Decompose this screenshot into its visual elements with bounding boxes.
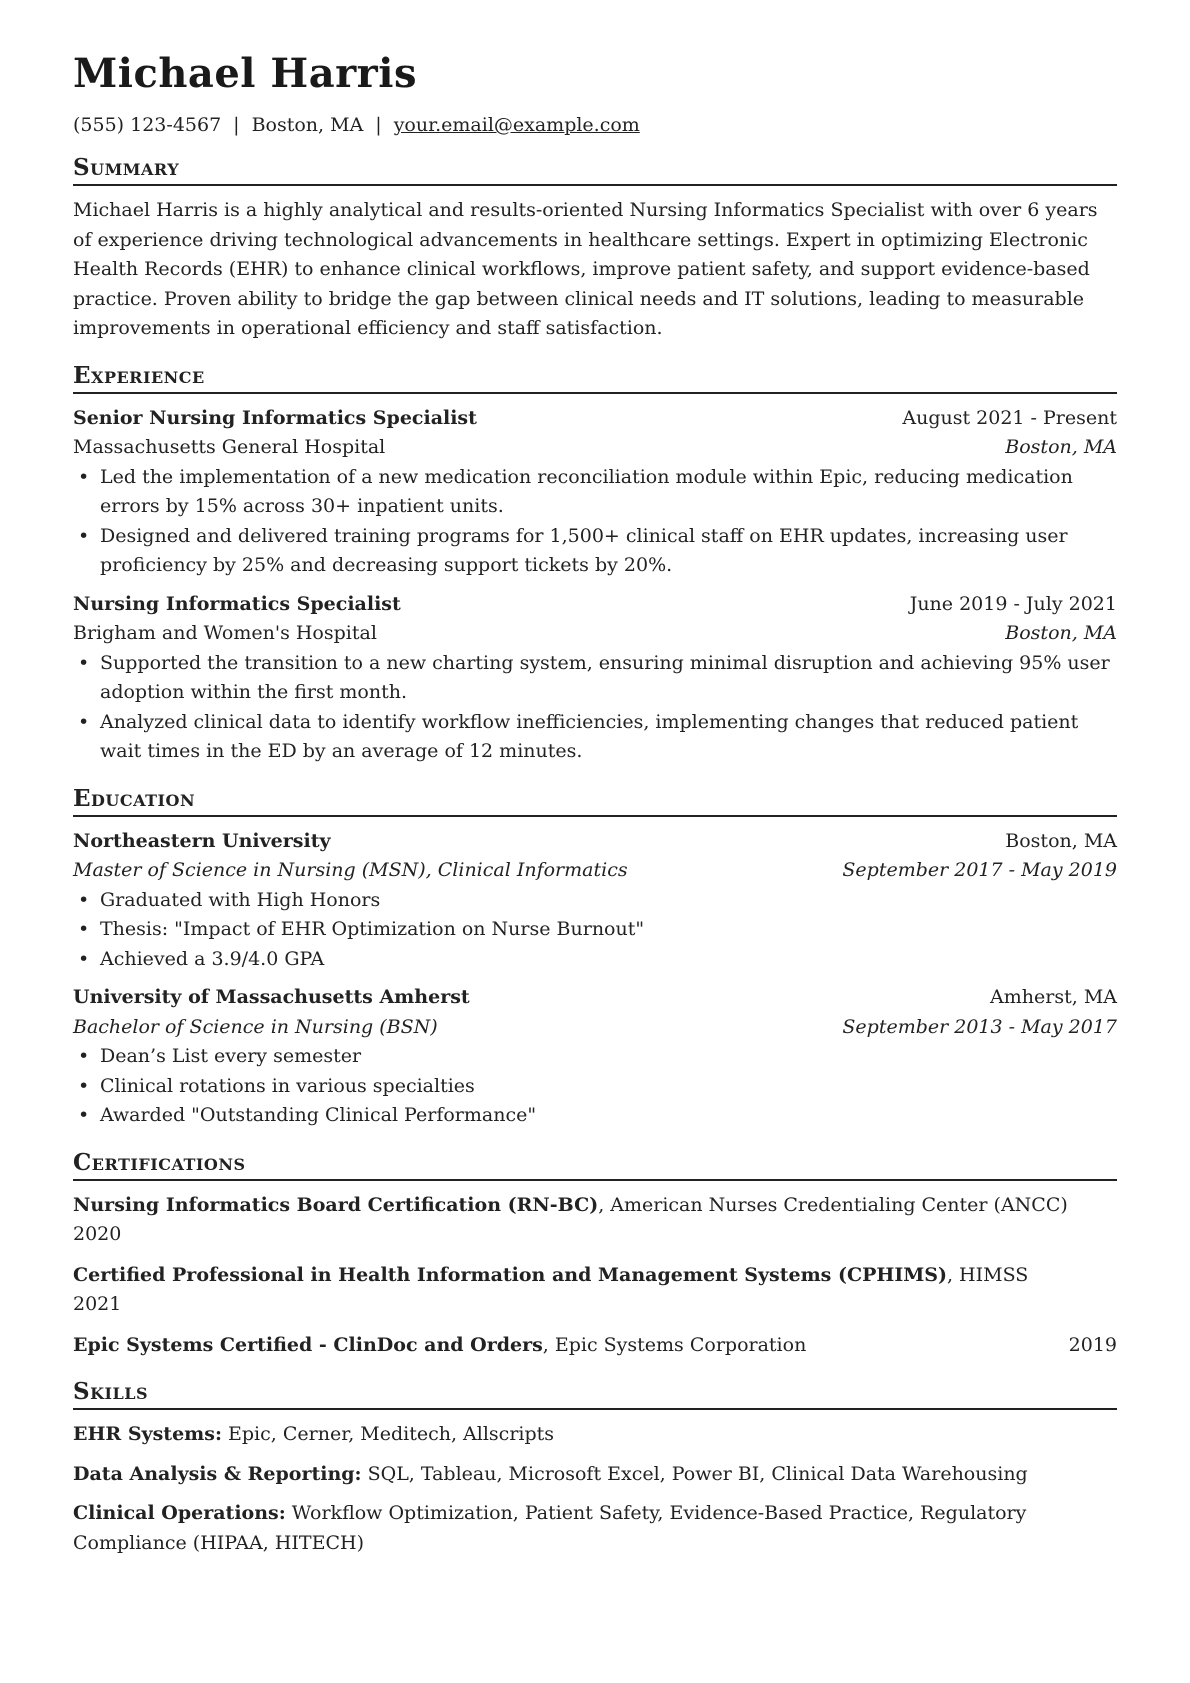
education-heading: Education [73, 785, 1117, 817]
skill-line [73, 1420, 1117, 1450]
certification-year: 2020 [73, 1223, 122, 1245]
job-bullet: • Supported the transition to a new charting system, ensuring minimal disruption and achieving 95% user adoption within the first month. [100, 649, 1117, 708]
contact-separator: | [375, 114, 382, 136]
education-entry [73, 983, 1117, 1131]
job-bullets [73, 463, 1117, 581]
certifications-heading: Certifications [73, 1149, 1117, 1181]
phone-number: (555) 123-4567 [73, 114, 222, 136]
skill-value: SQL, Tableau, Microsoft Excel, Power BI, Clinical Data Warehousing [361, 1462, 1028, 1485]
job-bullet: • Analyzed clinical data to identify workflow inefficiencies, implementing changes that reduced patient wait times in the ED by an average of 12 minutes. [100, 708, 1117, 767]
certification-name: Certified Professional in Health Information and Management Systems (CPHIMS) [73, 1263, 947, 1286]
candidate-name: Michael Harris [73, 50, 417, 97]
job-bullet: • Led the implementation of a new medication reconciliation module within Epic, reducing medication errors by 15% across 30+ inpatient units. [100, 463, 1117, 522]
education-dates: September 2013 - May 2017 [842, 1015, 1117, 1038]
school-name: Northeastern University [73, 829, 331, 852]
contact-line [73, 114, 1117, 136]
job-company: Massachusetts General Hospital [73, 436, 386, 458]
skill-value: Workflow Optimization, Patient Safety, Evidence-Based Practice, Regulatory Compliance (HIPAA, HITECH) [73, 1502, 1027, 1554]
job-company: Brigham and Women's Hospital [73, 622, 377, 644]
job-dates: June 2019 - July 2021 [909, 592, 1117, 615]
certification-name: Epic Systems Certified - ClinDoc and Orders [73, 1333, 543, 1356]
school-location: Amherst, MA [990, 986, 1117, 1008]
skill-value: Epic, Cerner, Meditech, Allscripts [221, 1423, 555, 1445]
education-entry [73, 827, 1117, 975]
education-bullets [73, 1042, 1117, 1131]
job-location: Boston, MA [1005, 622, 1117, 644]
job-location: Boston, MA [1005, 436, 1117, 458]
skill-line [73, 1460, 1117, 1490]
certification-item [73, 1191, 1117, 1250]
job-title: Nursing Informatics Specialist [73, 592, 401, 615]
degree: Master of Science in Nursing (MSN), Clinical Informatics [73, 859, 628, 881]
certification-year: 2021 [73, 1293, 122, 1315]
job-dates: August 2021 - Present [902, 406, 1117, 429]
degree: Bachelor of Science in Nursing (BSN) [73, 1015, 438, 1038]
summary-text: Michael Harris is a highly analytical and results-oriented Nursing Informatics Specialist with over 6 years of experience driving technological advancements in healthcare settings. Expert in optimizing Electronic Health Records (EHR) to enhance clinical workflows, improve patient safety, and support evidence-based practice. Proven ability to bridge the gap between clinical needs and IT solutions, leading to measurable improvements in operational efficiency and staff satisfaction. [73, 199, 1098, 339]
school-location: Boston, MA [1005, 829, 1117, 852]
skills-heading: Skills [73, 1378, 1117, 1410]
certification-name: Nursing Informatics Board Certification (RN-BC) [73, 1193, 599, 1216]
email-link[interactable]: your.email@example.com [393, 114, 640, 136]
education-bullet: • Achieved a 3.9/4.0 GPA [100, 945, 1117, 975]
certification-year: 2019 [1068, 1333, 1117, 1356]
skill-line [73, 1499, 1117, 1558]
school-name: University of Massachusetts Amherst [73, 986, 470, 1008]
certification-issuer: , Epic Systems Corporation [542, 1333, 807, 1356]
certification-issuer: , American Nurses Credentialing Center (ANCC) [598, 1193, 1068, 1216]
skill-label: EHR Systems: [73, 1423, 222, 1445]
education-bullet: • Graduated with High Honors [100, 886, 1117, 916]
education-dates: September 2017 - May 2019 [842, 859, 1117, 881]
job-title: Senior Nursing Informatics Specialist [73, 406, 477, 429]
contact-separator: | [233, 114, 240, 136]
certification-item [73, 1261, 1117, 1320]
skill-label: Data Analysis & Reporting: [73, 1462, 362, 1485]
job-entry [73, 404, 1117, 581]
summary-heading: Summary [73, 154, 1117, 186]
education-bullet: • Thesis: "Impact of EHR Optimization on Nurse Burnout" [100, 915, 1117, 945]
certification-item [73, 1331, 1117, 1361]
education-bullets [73, 886, 1117, 975]
location: Boston, MA [251, 114, 364, 136]
job-entry [73, 590, 1117, 767]
certification-issuer: , HIMSS [946, 1263, 1029, 1286]
job-bullet: • Designed and delivered training programs for 1,500+ clinical staff on EHR updates, increasing user proficiency by 25% and decreasing support tickets by 20%. [100, 522, 1117, 581]
skill-label: Clinical Operations: [73, 1502, 286, 1524]
experience-heading: Experience [73, 362, 1117, 394]
education-bullet: • Clinical rotations in various specialties [100, 1072, 1117, 1102]
education-bullet: • Awarded "Outstanding Clinical Performance" [100, 1101, 1117, 1131]
education-bullet: • Dean’s List every semester [100, 1042, 1117, 1072]
job-bullets [73, 649, 1117, 767]
